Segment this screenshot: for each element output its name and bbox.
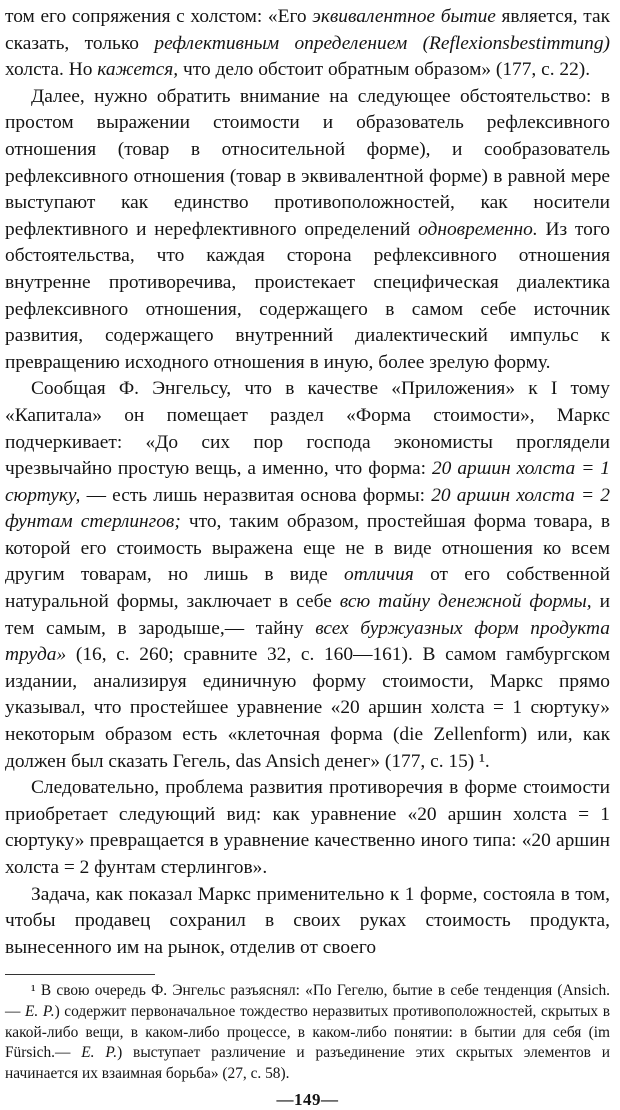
paragraph bbox=[5, 84, 610, 377]
paragraph bbox=[5, 4, 610, 84]
paragraph bbox=[5, 376, 610, 775]
text-segment: ) содержит первоначальное тождество неразвитых противоположностей, скрытых в какой-либо вещи, в каком-либо процессе, в каком-либо понятии: в бытии для себя (im Fürsich.— bbox=[5, 1002, 610, 1062]
text-segment: и тем самым, в зародыше,— тайну bbox=[5, 591, 610, 639]
paragraph bbox=[5, 882, 610, 962]
text-segment: является, так сказать, только bbox=[5, 6, 610, 54]
text-segment: Далее, нужно обратить внимание на следующее обстоятельство: в простом выражении стоимости и образователь рефлексивного отношения (товар в относительной форме), и сообразователь рефлексивного отношения (товар в эквивалентной форме) в равной мере выступают как единство противоположностей, как носители рефлективного и нерефлективного определений bbox=[5, 85, 610, 240]
italic-text-segment: отличия bbox=[344, 564, 414, 586]
paragraph bbox=[5, 775, 610, 881]
text-segment: Из того обстоятельства, что каждая сторона рефлексивного отношения внутренне противоречива, проистекает специфическая диалектика рефлексивного отношения, содержащего в самом себе источник развития, содержащего внутренний диалектический импульс к превращению исходного отношения в иную, более зрелую форму. bbox=[5, 218, 610, 373]
text-segment: что дело обстоит обратным образом» (177, с. 22). bbox=[178, 59, 591, 81]
text-segment: (16, с. 260; сравните 32, с. 160—161). В самом гамбургском издании, анализируя единичную форму стоимости, Маркс прямо указывал, что простейшее уравнение «20 аршин холста = 1 сюртуку» некоторым образом есть «клеточная форма (die Zellenform) или, как должен был сказать Гегель, das Ansich денег» (177, с. 15) ¹. bbox=[5, 644, 610, 772]
italic-text-segment: эквивалентное бытие bbox=[312, 6, 496, 27]
italic-text-segment: всех буржуазных форм продукта труда» bbox=[5, 617, 610, 666]
italic-text-segment: всю тайну денежной формы, bbox=[339, 591, 592, 613]
text-segment: Следовательно, проблема развития противоречия в форме стоимости приобретает следующий вид: как уравнение «20 аршин холста = 1 сюртуку» превращается в уравнение качественно иного типа: «20 аршин холста = 2 фунтам стерлингов». bbox=[5, 777, 610, 878]
main-text bbox=[5, 4, 610, 961]
italic-text-segment: Е. Р. bbox=[25, 1002, 55, 1020]
text-segment: том его сопряжения с холстом: «Его bbox=[5, 6, 313, 27]
italic-text-segment: одновременно. bbox=[418, 218, 538, 240]
text-segment: Сообщая Ф. Энгельсу, что в качестве «Приложения» к I тому «Капитала» он помещает раздел «Форма стоимости», Маркс подчеркивает: «До сих пор господа экономисты проглядели чрезвычайно простую вещь, а именно, что форма: bbox=[5, 378, 610, 480]
italic-text-segment: 20 аршин холста = 1 сюртуку, bbox=[5, 458, 610, 506]
text-segment: ) выступает различение и разъединение этих скрытых элементов и начинается их взаимная борьба» (27, с. 58). bbox=[5, 1044, 610, 1082]
text-segment: от его собственной натуральной формы, заключает в себе bbox=[5, 564, 610, 613]
italic-text-segment: Е. Р. bbox=[81, 1044, 118, 1062]
footnote-text bbox=[5, 981, 610, 1084]
page-number: —149— bbox=[276, 1090, 339, 1110]
italic-text-segment: кажется, bbox=[97, 59, 179, 81]
text-segment: — есть лишь неразвитая основа формы: bbox=[80, 484, 432, 506]
text-segment: ¹ В свою очередь Ф. Энгельс разъяснял: «По Гегелю, бытие в себе тенденция (Ansich. — bbox=[5, 982, 610, 1020]
text-segment: Задача, как показал Маркс применительно к 1 форме, состояла в том, чтобы продавец сохранил в своих руках стоимость продукта, вынесенного им на рынок, отделив от своего bbox=[5, 883, 610, 958]
text-segment: что, таким образом, простейшая форма товара, в которой его стоимость выражена еще не в виде отношения ко всем другим товарам, но лишь в виде bbox=[5, 511, 610, 586]
footnote bbox=[5, 981, 610, 1084]
italic-text-segment: рефлективным определением (Reflexionsbestimmung) bbox=[154, 32, 610, 54]
text-segment: холста. Но bbox=[5, 59, 98, 81]
footnote-divider bbox=[5, 974, 155, 975]
italic-text-segment: 20 аршин холста = 2 фунтам стерлингов; bbox=[5, 484, 610, 533]
